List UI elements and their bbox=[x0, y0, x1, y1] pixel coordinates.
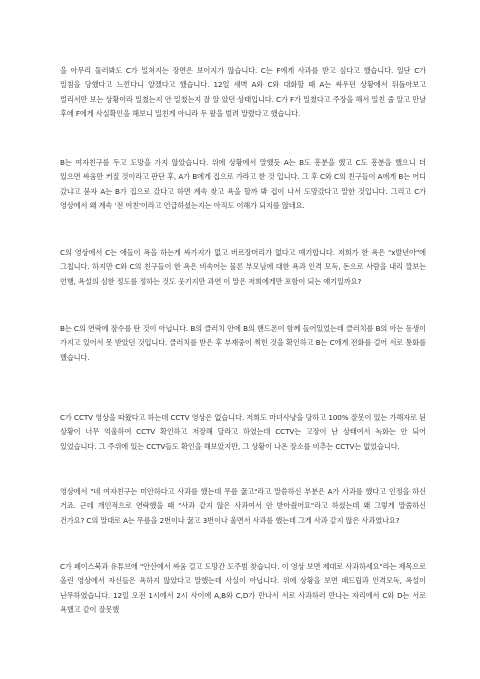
paragraph-7: C가 페이스북과 유튜브에 "안산에서 싸움 걸고 도망간 도주범 찾습니다. 이 영상 보면 제대로 사과하세요"라는 제목으로 올린 영상에서 자신들은 욕하지 않았다고 말했는데 사실이 아닙니다. 위에 상황을 보면 패드립과 인격모독, 욕설이 난무하였습니다. 12일 오전 1시에서 2시 사이에 A,B와 C,D가 만나서 서로 사과하러 만나는 자리에서 C와 D는 서로 욕했고 같이 잘못했 bbox=[60, 562, 426, 615]
paragraph-5: C가 CCTV 영상을 따왔다고 하는데 CCTV 영상은 없습니다. 저희도 마녀사냥을 당하고 100% 잘못이 있는 가해자로 된 상황이 너무 억울하여 CCTV 확인하고 저장해 달라고 하였는데 CCTV는 고장이 난 상태여서 녹화는 안 되어 있었습니다. 그 주위에 있는 CCTV들도 확인을 해보았지만, 그 상황이 나온 장소를 비추는 CCTV는 없었습니다. bbox=[60, 413, 426, 451]
paragraph-3: C의 영상에서 C는 애들이 욕을 하는게 싸가지가 없고 버르장머리가 없다고 얘기합니다. 저희가 한 욕은 "x발년아"에 그칩니다. 하지만 C와 C의 친구들이 한 욕은 비속어는 물론 부모님에 대한 욕과 인격 모독, 돈으로 사람을 내리 깔보는 언행, 욕설의 심한 정도를 정하는 것도 웃기지만 과연 이 말은 저희에게만 포함이 되는 얘기일까요? bbox=[60, 248, 426, 286]
paragraph-1: 을 아무리 둘러봐도 C가 밀쳐지는 장면은 보이지가 않습니다. C는 F에게 사과를 받고 싶다고 했습니다. 일단 C가 밀침을 당했다고 느낀다니 알겠다고 했습니다. 12일 새벽 A와 C와 대화할 때 A는 싸우던 상황에서 뒤돌아보고 멀리서만 보는 상황이라 밀쳤는지 안 밀쳤는지 잘 알 았던 상태입니다. C가 F가 밀쳤다고 주장을 해서 밀친 줄 알고 만날 후에 F에게 사실확인을 해보니 밀친게 아니라 두 팔을 벌려 말렸다고 했습니다. bbox=[60, 66, 426, 119]
paragraph-2: B는 여자친구를 두고 도망을 가지 않았습니다. 위에 상황에서 말했듯 A는 B도 흥분을 했고 C도 흥분을 했으니 더 있으면 싸움만 커질 것이라고 판단 후, A가 B에게 집으로 가라고 한 것 입니다. 그 후 C와 C의 친구들이 A에게 B는 어디 갔냐고 묻자 A는 B가 집으로 갔다고 하면 계속 찾고 욕을 할까 봐 겁이 나서 도망갔다고 말한 것입니다. 그리고 C가 영상에서 왜 계속 '전 여친'이라고 언급하셨는지는 아직도 이해가 되지를 않네요. bbox=[60, 158, 426, 211]
paragraph-4: B는 C의 연락에 잠수를 탄 것이 아닙니다. B의 클러치 안에 B의 핸드폰이 함께 들어있었는데 클러치를 B의 아는 동생이 가지고 있어서 못 받았던 것입니다. 클러치를 받은 후 부재중이 찍힌 것을 확인하고 B는 C에게 전화를 걸어 서로 통화를 했습니다. bbox=[60, 324, 426, 362]
paragraph-6: 영상에서 "네 여자친구는 미안하다고 사과를 했는데 무릎 꿇고"라고 말씀하신 부분은 A가 사과를 했다고 인정을 하신 거죠. 근데 개인적으로 연락했을 때 "사과 같지 않은 사과여서 안 받아줬어요"라고 하셨는데 왜 그렇게 말씀하신 건가요? C의 말대로 A는 무릎을 2번이나 꿇고 3번이나 울면서 사과를 했는데 그게 사과 같지 않은 사과였나요? bbox=[60, 487, 426, 525]
